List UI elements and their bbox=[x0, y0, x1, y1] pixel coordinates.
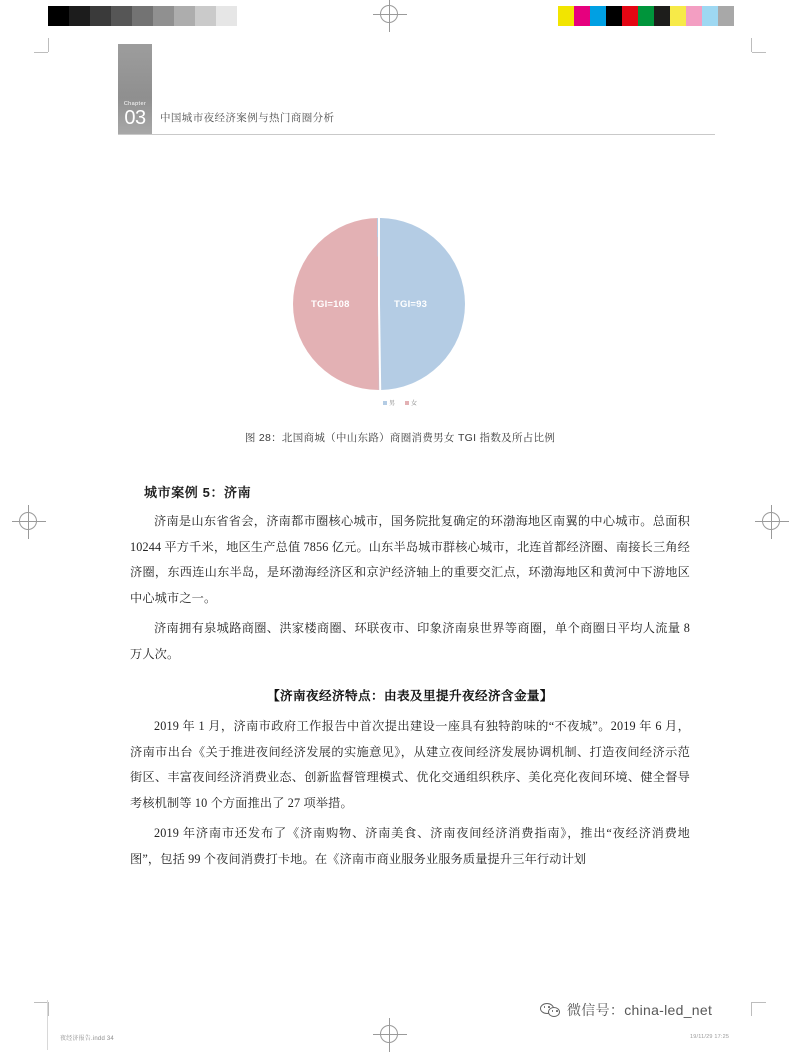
chapter-header bbox=[118, 44, 718, 138]
color-swatch-4 bbox=[622, 6, 638, 26]
grayscale-swatch-3 bbox=[111, 6, 132, 26]
legend-label-female: 女 bbox=[411, 401, 418, 407]
legend-label-male: 男 bbox=[388, 401, 395, 407]
color-swatch-7 bbox=[670, 6, 686, 26]
crop-mark-tr-v bbox=[751, 38, 752, 52]
pie-slice-gap-top bbox=[378, 218, 380, 304]
chart-legend bbox=[130, 398, 670, 407]
pie-label-male: TGI=93 bbox=[394, 299, 428, 310]
footer-timestamp: 19/11/29 17:25 bbox=[690, 1034, 730, 1040]
grayscale-swatch-4 bbox=[132, 6, 153, 26]
legend-swatch-male bbox=[383, 401, 387, 405]
color-calibration-bar bbox=[558, 6, 734, 26]
paragraph-city-overview: 济南是山东省省会，济南都市圈核心城市，国务院批复确定的环渤海地区南翼的中心城市。总面积 10244 平方千米，地区生产总值 7856 亿元。山东半岛城市群核心城市，北连首都经济圈、南接长三角经济圈，东西连山东半岛，是环渤海经济区和京沪经济轴上的重要交汇点，环渤海地区和黄河中下游地区中心城市之一。 bbox=[130, 514, 690, 605]
grayscale-swatch-9 bbox=[237, 6, 258, 26]
grayscale-swatch-1 bbox=[69, 6, 90, 26]
legend-item-male bbox=[383, 398, 395, 407]
footer-filename: 夜经济报告.indd 34 bbox=[60, 1036, 114, 1042]
grayscale-swatch-7 bbox=[195, 6, 216, 26]
figure-caption: 图 28：北国商城（中山东路）商圈消费男女 TGI 指数及所占比例 bbox=[244, 432, 556, 444]
crop-mark-tl-v bbox=[48, 38, 49, 52]
pie-chart bbox=[130, 170, 670, 420]
legend-item-female bbox=[405, 398, 417, 407]
crop-mark-tr-h bbox=[752, 52, 766, 53]
registration-mark-left bbox=[12, 505, 46, 539]
feature-heading: 【济南夜经济特点：由表及里提升夜经济含金量】 bbox=[267, 689, 553, 703]
color-swatch-6 bbox=[654, 6, 670, 26]
wechat-icon bbox=[540, 1002, 561, 1018]
registration-mark-right bbox=[755, 505, 789, 539]
paragraph-business-districts: 济南拥有泉城路商圈、洪家楼商圈、环联夜市、印象济南泉世界等商圈，单个商圈日平均人流量 8 万人次。 bbox=[130, 621, 690, 661]
page-fold-line bbox=[47, 1000, 48, 1050]
color-swatch-5 bbox=[638, 6, 654, 26]
pie-graphic bbox=[293, 218, 465, 390]
color-swatch-2 bbox=[590, 6, 606, 26]
grayscale-swatch-0 bbox=[48, 6, 69, 26]
legend-swatch-female bbox=[405, 401, 409, 405]
chapter-word-label: Chapter bbox=[123, 101, 147, 107]
pie-label-female: TGI=108 bbox=[311, 299, 350, 310]
crop-mark-bl-v bbox=[48, 1002, 49, 1016]
wechat-watermark bbox=[540, 1000, 712, 1020]
grayscale-calibration-bar bbox=[48, 6, 258, 26]
crop-mark-br-h bbox=[752, 1002, 766, 1003]
color-swatch-10 bbox=[718, 6, 734, 26]
color-swatch-0 bbox=[558, 6, 574, 26]
grayscale-swatch-6 bbox=[174, 6, 195, 26]
grayscale-swatch-2 bbox=[90, 6, 111, 26]
color-swatch-9 bbox=[702, 6, 718, 26]
body-content bbox=[130, 482, 690, 877]
wechat-watermark-text: 微信号：china-led_net bbox=[567, 1002, 713, 1018]
color-swatch-8 bbox=[686, 6, 702, 26]
crop-mark-bl-h bbox=[34, 1002, 48, 1003]
section-heading: 城市案例 5：济南 bbox=[144, 485, 252, 500]
registration-mark-bottom bbox=[373, 1018, 407, 1052]
crop-mark-tl-h bbox=[34, 52, 48, 53]
chapter-number-tab bbox=[118, 44, 152, 134]
registration-mark-top bbox=[373, 0, 407, 32]
paragraph-consumption-guide: 2019 年济南市还发布了《济南购物、济南美食、济南夜间经济消费指南》，推出“夜经济消费地图”，包括 99 个夜间消费打卡地。在《济南市商业服务业服务质量提升三年行动计划 bbox=[130, 826, 690, 866]
chapter-number: 03 bbox=[124, 107, 146, 129]
crop-mark-br-v bbox=[751, 1002, 752, 1016]
paragraph-policy-2019: 2019 年 1 月，济南市政府工作报告中首次提出建设一座具有独特韵味的“不夜城”。2019 年 6 月，济南市出台《关于推进夜间经济发展的实施意见》，从建立夜间经济发展协调机制、打造夜间经济示范街区、丰富夜间经济消费业态、创新监督管理模式、优化交通组织秩序、美化亮化夜间环境、健全督导考核机制等 10 个方面推出了 27 项举措。 bbox=[130, 719, 690, 810]
grayscale-swatch-5 bbox=[153, 6, 174, 26]
chapter-divider bbox=[118, 134, 715, 135]
chapter-title: 中国城市夜经济案例与热门商圈分析 bbox=[160, 112, 335, 124]
color-swatch-3 bbox=[606, 6, 622, 26]
grayscale-swatch-8 bbox=[216, 6, 237, 26]
color-swatch-1 bbox=[574, 6, 590, 26]
